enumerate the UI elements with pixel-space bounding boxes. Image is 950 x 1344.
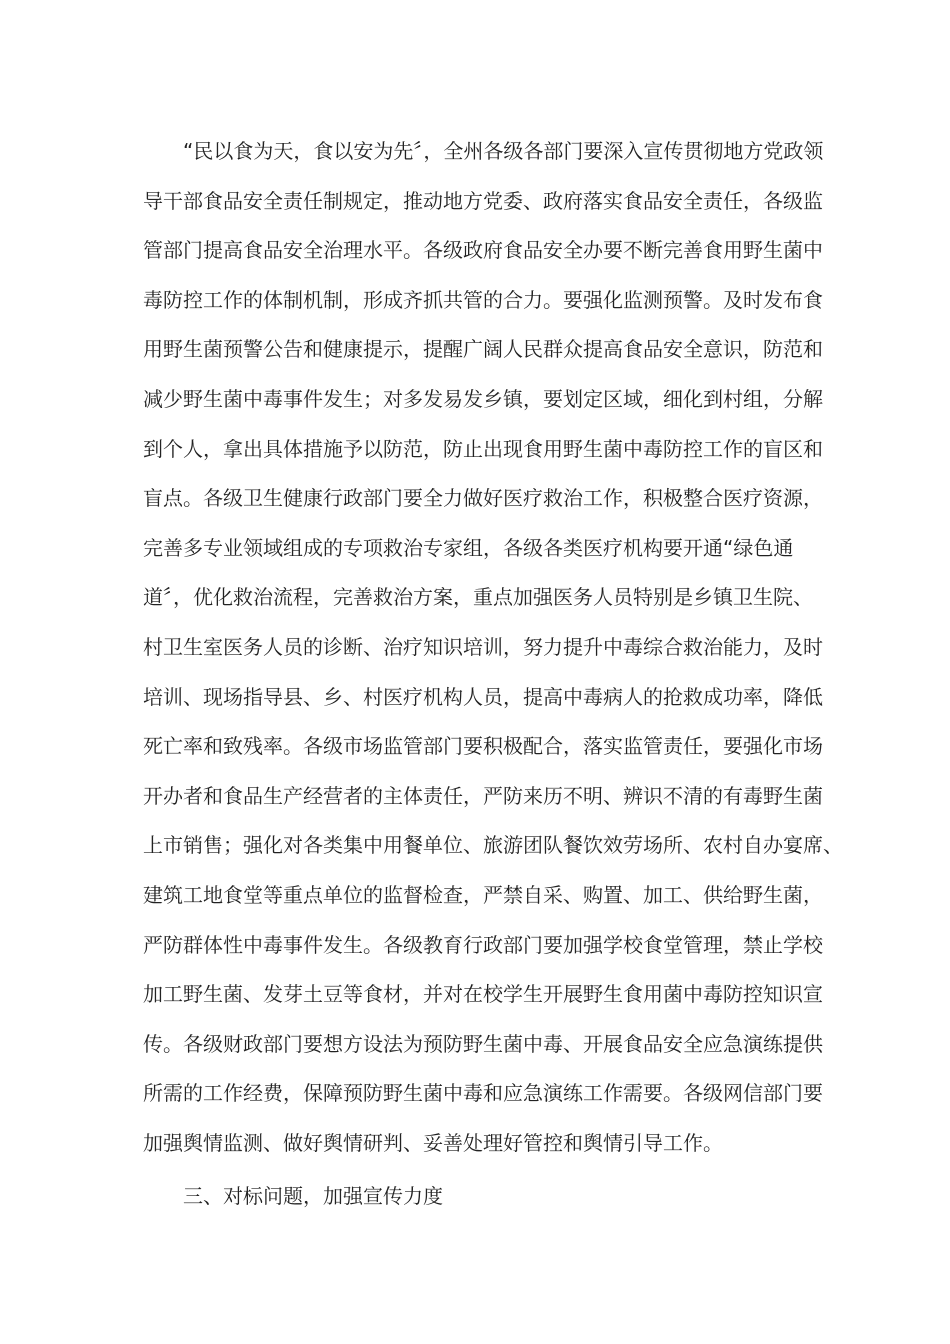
paragraph-line: 传。各级财政部门要想方设法为预防野生菌中毒、开展食品安全应急演练提供 <box>143 1031 823 1056</box>
paragraph-line: “民以食为天，食以安为先〞，全州各级各部门要深入宣传贯彻地方党政领 <box>183 139 824 163</box>
paragraph-line: 开办者和食品生产经营者的主体责任，严防来历不明、辨识不清的有毒野生菌 <box>143 783 823 808</box>
paragraph-line: 导干部食品安全责任制规定，推动地方党委、政府落实食品安全责任，各级监 <box>143 188 823 213</box>
paragraph-line: 加强舆情监测、做好舆情研判、妥善处理好管控和舆情引导工作。 <box>143 1130 723 1155</box>
paragraph-line: 死亡率和致残率。各级市场监管部门要积极配合，落实监管责任，要强化市场 <box>143 734 823 759</box>
paragraph-line: 严防群体性中毒事件发生。各级教育行政部门要加强学校食堂管理，禁止学校 <box>143 932 823 957</box>
section-heading: 三、对标问题，加强宣传力度 <box>183 1184 443 1208</box>
paragraph-line: 上市销售；强化对各类集中用餐单位、旅游团队餐饮效劳场所、农村自办宴席、 <box>143 833 843 858</box>
paragraph-line: 加工野生菌、发芽土豆等食材，并对在校学生开展野生食用菌中毒防控知识宣 <box>143 982 823 1007</box>
paragraph <box>143 133 843 1174</box>
paragraph-line: 完善多专业领域组成的专项救治专家组，各级各类医疗机构要开通“绿色通 <box>143 535 794 560</box>
paragraph-line: 培训、现场指导县、乡、村医疗机构人员，提高中毒病人的抢救成功率，降低 <box>143 684 823 709</box>
paragraph-line: 盲点。各级卫生健康行政部门要全力做好医疗救治工作，积极整合医疗资源， <box>143 486 823 511</box>
paragraph-line: 用野生菌预警公告和健康提示，提醒广阔人民群众提高食品安全意识，防范和 <box>143 337 823 362</box>
paragraph-line: 管部门提高食品安全治理水平。各级政府食品安全办要不断完善食用野生菌中 <box>143 238 823 263</box>
paragraph-line: 减少野生菌中毒事件发生；对多发易发乡镇，要划定区域，细化到村组，分解 <box>143 386 823 411</box>
paragraph-line: 建筑工地食堂等重点单位的监督检查，严禁自采、购置、加工、供给野生菌， <box>143 882 823 907</box>
paragraph-line: 所需的工作经费，保障预防野生菌中毒和应急演练工作需要。各级网信部门要 <box>143 1081 823 1106</box>
paragraph-line: 村卫生室医务人员的诊断、治疗知识培训，努力提升中毒综合救治能力，及时 <box>143 634 823 659</box>
paragraph-line: 道〞，优化救治流程，完善救治方案，重点加强医务人员特别是乡镇卫生院、 <box>143 585 813 610</box>
paragraph-line: 到个人，拿出具体措施予以防范，防止出现食用野生菌中毒防控工作的盲区和 <box>143 436 823 461</box>
paragraph-line: 毒防控工作的体制机制，形成齐抓共管的合力。要强化监测预警。及时发布食 <box>143 287 823 312</box>
